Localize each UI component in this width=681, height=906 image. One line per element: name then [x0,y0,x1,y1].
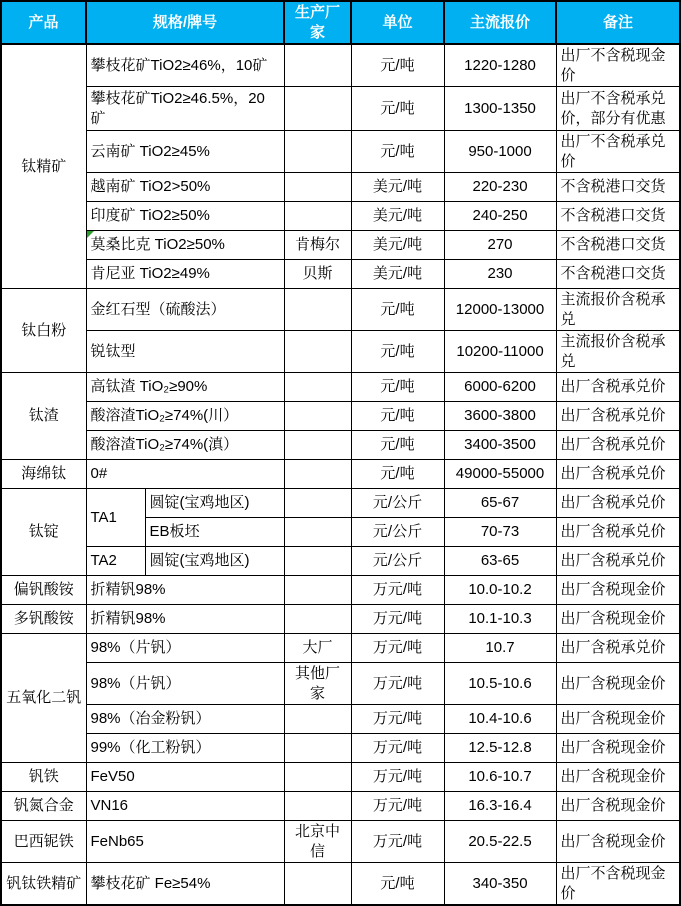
manufacturer-cell [284,863,351,906]
note-cell: 出厂含税现金价 [556,663,680,705]
spec-cell: EB板坯 [145,518,284,547]
manufacturer-cell [284,173,351,202]
table-row [1,763,680,792]
table-row [1,705,680,734]
spec-text: 莫桑比克 TiO2≥50% [90,236,225,254]
unit-cell: 元/公斤 [351,547,444,576]
price-cell: 950-1000 [444,131,556,173]
table-row [1,431,680,460]
unit-cell: 万元/吨 [351,792,444,821]
manufacturer-cell: 其他厂家 [284,663,351,705]
spec-cell: 肯尼亚 TiO2≥49% [86,260,284,289]
note-cell: 出厂含税现金价 [556,576,680,605]
note-cell: 出厂含税现金价 [556,734,680,763]
unit-cell: 元/吨 [351,863,444,906]
unit-cell: 元/吨 [351,402,444,431]
note-cell: 出厂不含税现金价 [556,44,680,87]
note-cell: 出厂含税承兑价 [556,460,680,489]
product-cell: 巴西铌铁 [1,821,86,863]
manufacturer-cell [284,460,351,489]
unit-cell: 万元/吨 [351,576,444,605]
product-cell: 钛白粉 [1,289,86,373]
manufacturer-cell [284,576,351,605]
spec-cell: 酸溶渣TiO₂≥74%(川） [86,402,284,431]
price-cell: 10.6-10.7 [444,763,556,792]
table-row [1,173,680,202]
table-row [1,734,680,763]
unit-cell: 万元/吨 [351,605,444,634]
note-cell: 主流报价含税承兑 [556,331,680,373]
product-cell: 钒钛铁精矿 [1,863,86,906]
spec-cell: 折精钒98% [86,605,284,634]
manufacturer-cell [284,518,351,547]
header-unit: 单位 [351,1,444,44]
note-cell: 出厂含税现金价 [556,821,680,863]
manufacturer-cell: 贝斯 [284,260,351,289]
price-cell: 20.5-22.5 [444,821,556,863]
manufacturer-cell [284,131,351,173]
price-cell: 3600-3800 [444,402,556,431]
spec-cell: 圆锭(宝鸡地区) [145,489,284,518]
product-cell: 钛渣 [1,373,86,460]
table-header [1,1,680,44]
price-cell: 49000-55000 [444,460,556,489]
price-cell: 10.7 [444,634,556,663]
spec-cell: 0# [86,460,284,489]
note-cell: 出厂含税承兑价 [556,518,680,547]
spec-cell: 98%（冶金粉钒） [86,705,284,734]
table-row [1,373,680,402]
price-cell: 12000-13000 [444,289,556,331]
price-cell: 12.5-12.8 [444,734,556,763]
unit-cell: 元/吨 [351,373,444,402]
manufacturer-cell [284,402,351,431]
table-row [1,863,680,906]
unit-cell: 元/吨 [351,431,444,460]
price-cell: 10200-11000 [444,331,556,373]
unit-cell: 元/吨 [351,87,444,131]
unit-cell: 万元/吨 [351,763,444,792]
header-spec: 规格/牌号 [86,1,284,44]
note-cell: 出厂含税现金价 [556,705,680,734]
header-product: 产品 [1,1,86,44]
unit-cell: 美元/吨 [351,202,444,231]
manufacturer-cell [284,431,351,460]
table-row [1,821,680,863]
note-cell: 出厂不含税现金价 [556,863,680,906]
note-cell: 不含税港口交货 [556,260,680,289]
price-cell: 340-350 [444,863,556,906]
spec-cell: 攀枝花矿TiO2≥46%，10矿 [86,44,284,87]
manufacturer-cell [284,792,351,821]
note-cell: 不含税港口交货 [556,173,680,202]
unit-cell: 元/吨 [351,460,444,489]
note-cell: 主流报价含税承兑 [556,289,680,331]
spec-cell: FeV50 [86,763,284,792]
manufacturer-cell [284,734,351,763]
manufacturer-cell [284,763,351,792]
table-row [1,44,680,87]
product-cell: 五氧化二钒 [1,634,86,763]
unit-cell: 美元/吨 [351,260,444,289]
price-cell: 220-230 [444,173,556,202]
price-cell: 10.1-10.3 [444,605,556,634]
price-cell: 6000-6200 [444,373,556,402]
note-cell: 出厂含税现金价 [556,605,680,634]
manufacturer-cell [284,489,351,518]
spec-cell: 99%（化工粉钒） [86,734,284,763]
price-cell: 240-250 [444,202,556,231]
price-cell: 10.0-10.2 [444,576,556,605]
spec-cell: VN16 [86,792,284,821]
spec-cell: 高钛渣 TiO₂≥90% [86,373,284,402]
table-row [1,289,680,331]
grade-cell: TA1 [86,489,145,547]
price-cell: 3400-3500 [444,431,556,460]
table-row [1,87,680,131]
manufacturer-cell [284,87,351,131]
note-cell: 出厂含税承兑价 [556,402,680,431]
note-cell: 出厂不含税承兑价 [556,131,680,173]
note-cell: 不含税港口交货 [556,202,680,231]
spec-cell: FeNb65 [86,821,284,863]
table-row [1,547,680,576]
spec-cell: 印度矿 TiO2≥50% [86,202,284,231]
price-cell: 70-73 [444,518,556,547]
table-row [1,331,680,373]
note-cell: 出厂含税承兑价 [556,431,680,460]
spec-cell: 98%（片钒） [86,663,284,705]
manufacturer-cell [284,373,351,402]
header-row [1,1,680,44]
table-row [1,202,680,231]
unit-cell: 万元/吨 [351,663,444,705]
manufacturer-cell [284,202,351,231]
manufacturer-cell [284,547,351,576]
table-row [1,605,680,634]
unit-cell: 元/吨 [351,44,444,87]
price-cell: 270 [444,231,556,260]
spec-cell: 锐钛型 [86,331,284,373]
header-manufacturer: 生产厂家 [284,1,351,44]
spec-cell: 圆锭(宝鸡地区) [145,547,284,576]
spec-cell: 越南矿 TiO2>50% [86,173,284,202]
spec-cell: 金红石型（硫酸法） [86,289,284,331]
manufacturer-cell [284,44,351,87]
manufacturer-cell [284,289,351,331]
unit-cell: 美元/吨 [351,173,444,202]
table-row [1,663,680,705]
unit-cell: 万元/吨 [351,705,444,734]
unit-cell: 万元/吨 [351,821,444,863]
table-row [1,402,680,431]
unit-cell: 元/吨 [351,331,444,373]
spec-cell: 98%（片钒） [86,634,284,663]
price-cell: 10.4-10.6 [444,705,556,734]
price-cell: 10.5-10.6 [444,663,556,705]
product-cell: 多钒酸铵 [1,605,86,634]
price-cell: 230 [444,260,556,289]
header-note: 备注 [556,1,680,44]
manufacturer-cell: 肯梅尔 [284,231,351,260]
price-cell: 65-67 [444,489,556,518]
price-cell: 1300-1350 [444,87,556,131]
product-cell: 钛精矿 [1,44,86,289]
spec-cell: 酸溶渣TiO₂≥74%(滇） [86,431,284,460]
product-cell: 钛锭 [1,489,86,576]
manufacturer-cell [284,705,351,734]
spec-cell: 折精钒98% [86,576,284,605]
manufacturer-cell [284,605,351,634]
price-cell: 16.3-16.4 [444,792,556,821]
table-row [1,460,680,489]
product-cell: 偏钒酸铵 [1,576,86,605]
unit-cell: 万元/吨 [351,734,444,763]
table-row [1,634,680,663]
unit-cell: 元/吨 [351,289,444,331]
spec-cell: 攀枝花矿TiO2≥46.5%，20矿 [86,87,284,131]
unit-cell: 万元/吨 [351,634,444,663]
spec-cell: 攀枝花矿 Fe≥54% [86,863,284,906]
table-row [1,792,680,821]
unit-cell: 元/公斤 [351,518,444,547]
unit-cell: 美元/吨 [351,231,444,260]
manufacturer-cell: 北京中信 [284,821,351,863]
table-row [1,489,680,518]
spec-cell [86,231,284,260]
grade-cell: TA2 [86,547,145,576]
note-cell: 出厂含税承兑价 [556,373,680,402]
unit-cell: 元/公斤 [351,489,444,518]
cell-comment-marker-icon [87,231,94,238]
note-cell: 不含税港口交货 [556,231,680,260]
spec-cell: 云南矿 TiO2≥45% [86,131,284,173]
note-cell: 出厂含税承兑价 [556,634,680,663]
table-row [1,260,680,289]
price-cell: 1220-1280 [444,44,556,87]
unit-cell: 元/吨 [351,131,444,173]
note-cell: 出厂不含税承兑价，部分有优惠 [556,87,680,131]
manufacturer-cell: 大厂 [284,634,351,663]
price-cell: 63-65 [444,547,556,576]
product-cell: 钒铁 [1,763,86,792]
note-cell: 出厂含税现金价 [556,763,680,792]
note-cell: 出厂含税承兑价 [556,547,680,576]
header-price: 主流报价 [444,1,556,44]
table-row [1,576,680,605]
table-row [1,231,680,260]
product-cell: 海绵钛 [1,460,86,489]
table-row [1,131,680,173]
note-cell: 出厂含税现金价 [556,792,680,821]
note-cell: 出厂含税承兑价 [556,489,680,518]
manufacturer-cell [284,331,351,373]
product-cell: 钒氮合金 [1,792,86,821]
